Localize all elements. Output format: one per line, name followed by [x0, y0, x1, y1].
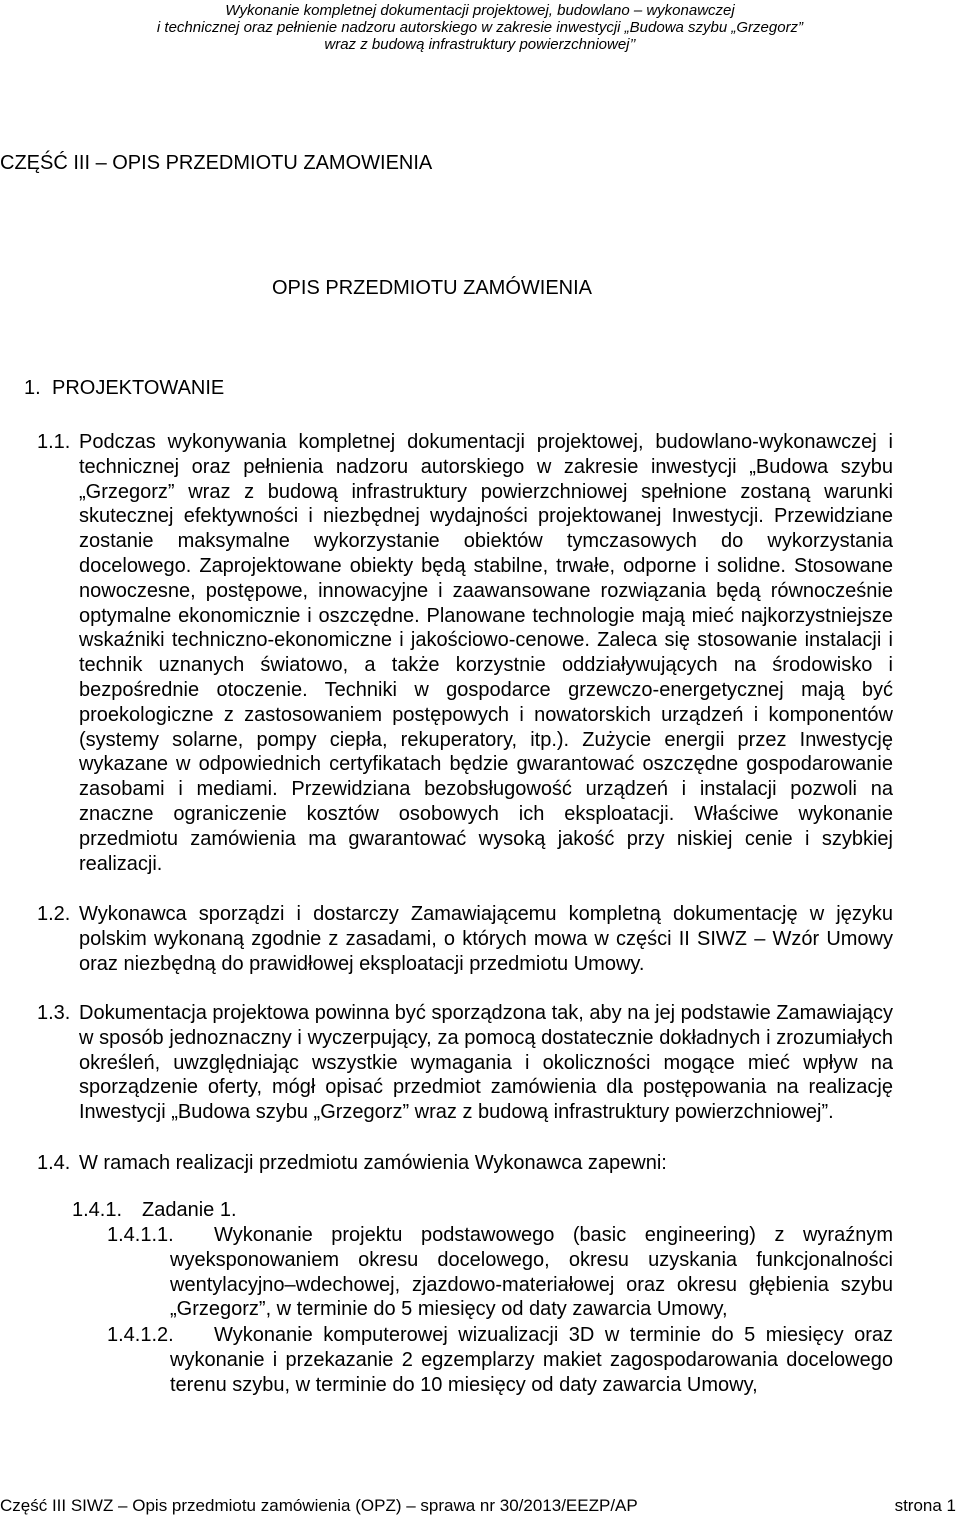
item-text-1-3: Dokumentacja projektowa powinna być sporządzona tak, aby na jej podstawie Zamawiający w sposób jednoznaczny i wyczerpujący, za pomocą dostatecznie dokładnych i zrozumiałych określeń, uwzględniając wszystkie wymagania i okoliczności mogące mieć wpływ na sporządzenie oferty, mógł opisać przedmiot zamówienia dla postępowania na realizację Inwestycji „Budowa szybu „Grzegorz” wraz z budową infrastruktury powierzchniowej”.: [79, 1002, 893, 1124]
item-text-1-1: Podczas wykonywania kompletnej dokumentacji projektowej, budowlano-wykonawczej i technicznej oraz pełnienia nadzoru autorskiego w zakresie inwestycji „Budowa szybu „Grzegorz” wraz z budową infrastruktury powierzchniowej spełnione zostaną warunki skutecznej efektywności i niezbędnej wydajności projektowanej Inwestycji. Przewidziane zostanie maksymalne wykorzystanie obiektów tymczasowych do wykorzystania docelowego. Zaprojektowane obiekty będą stabilne, trwałe, odporne i solidne. Stosowane nowoczesne, postępowe, innowacyjne i zaawansowane rozwiązania będą równocześnie optymalne ekonomicznie i oszczędne. Planowane technologie mają mieć najkorzystniejsze wskaźniki techniczno-ekonomiczne i jakościowo-cenowe. Zaleca się stosowanie instalacji i technik uznanych światowo, a także korzystnie oddziaływujących na środowisko i bezpośrednie otoczenie. Techniki w gospodarce grzewczo-energetycznej mają być proekologiczne z zastosowaniem postępowych i nowatorskich urządzeń i komponentów (systemy solarne, pompy ciepła, rekuperatory, itp.). Zużycie energii przez Inwestycję wykazane w odpowiednich certyfikatach będzie gwarantować oszczędne gospodarowanie zasobami i mediami. Przewidziana bezobsługowość urządzeń i instalacji pozwoli na znaczne ograniczenie kosztów osobowych ich eksploatacji. Właściwe wykonanie przedmiotu zamówienia ma gwarantować wysoką jakość przy niskiej cenie i szybkiej realizacji.: [79, 431, 893, 875]
header-line-3: wraz z budową infrastruktury powierzchniowej’’: [324, 36, 636, 53]
item-text-1-4-1-2: Wykonanie komputerowej wizualizacji 3D w terminie do 5 miesięcy oraz wykonanie i przekazanie 2 egzemplarzy makiet zagospodarowania docelowego terenu szybu, w terminie do 10 miesięcy od daty zawarcia Umowy,: [170, 1324, 893, 1396]
section-title: PROJEKTOWANIE: [52, 377, 225, 399]
item-number-1-1: 1.1.: [37, 431, 71, 453]
item-number-1-4-1-1: 1.4.1.1.: [107, 1224, 174, 1246]
header-line-2: i technicznej oraz pełnienie nadzoru autorskiego w zakresie inwestycji „Budowa szybu „Grzegorz”: [156, 19, 804, 36]
section-number: 1.: [24, 377, 41, 399]
item-number-1-2: 1.2.: [37, 903, 71, 925]
item-number-1-3: 1.3.: [37, 1002, 71, 1024]
item-number-1-4-1: 1.4.1.: [72, 1199, 123, 1221]
item-text-1-4-1: Zadanie 1.: [142, 1199, 237, 1221]
header-line-1: Wykonanie kompletnej dokumentacji projektowej, budowlano – wykonawczej: [225, 2, 735, 19]
part-title: CZĘŚĆ III – OPIS PRZEDMIOTU ZAMOWIENIA: [0, 152, 433, 174]
item-text-1-4: W ramach realizacji przedmiotu zamówienia Wykonawca zapewni:: [79, 1152, 667, 1174]
item-text-1-4-1-1: Wykonanie projektu podstawowego (basic engineering) z wyraźnym wyeksponowaniem okresu docelowego, okresu uzyskania funkcjonalności wentylacyjno–wdechowej, zjazdowo-materiałowej oraz okresu głębienia szybu „Grzegorz”, w terminie do 5 miesięcy od daty zawarcia Umowy,: [170, 1224, 893, 1321]
footer-document-reference: Część III SIWZ – Opis przedmiotu zamówienia (OPZ) – sprawa nr 30/2013/EEZP/AP: [0, 1496, 638, 1515]
document-title: OPIS PRZEDMIOTU ZAMÓWIENIA: [272, 277, 593, 299]
item-number-1-4: 1.4.: [37, 1152, 71, 1174]
item-number-1-4-1-2: 1.4.1.2.: [107, 1324, 174, 1346]
item-text-1-2: Wykonawca sporządzi i dostarczy Zamawiającemu kompletną dokumentację w języku polskim wykonaną zgodnie z zasadami, o których mowa w części II SIWZ – Wzór Umowy oraz niezbędną do prawidłowej eksploatacji przedmiotu Umowy.: [79, 903, 893, 975]
footer-page-number: strona 1: [894, 1496, 956, 1515]
